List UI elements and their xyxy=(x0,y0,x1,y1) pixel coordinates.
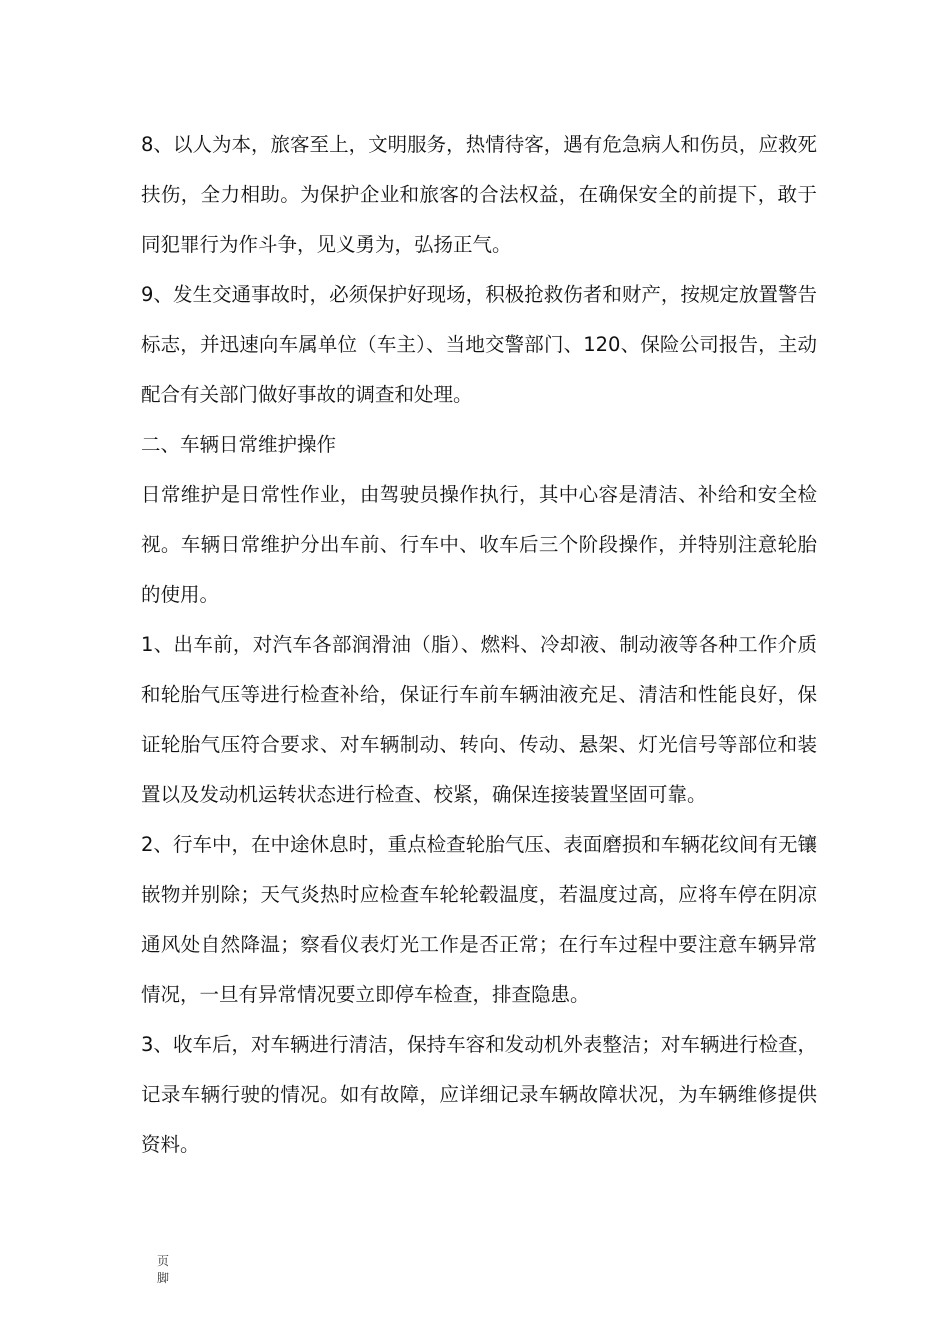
paragraph-intro: 日常维护是日常性作业，由驾驶员操作执行，其中心容是清洁、补给和安全检视。车辆日常维护分出车前、行车中、收车后三个阶段操作，并特别注意轮胎的使用。 xyxy=(141,483,817,606)
paragraph-9: 9、发生交通事故时，必须保护好现场，积极抢救伤者和财产，按规定放置警告标志，并迅速向车属单位（车主）、当地交警部门、120、保险公司报告，主动配合有关部门做好事故的调查和处理。 xyxy=(141,283,817,406)
paragraph-3: 3、收车后，对车辆进行清洁，保持车容和发动机外表整洁；对车辆进行检查，记录车辆行驶的情况。如有故障，应详细记录车辆故障状况，为车辆维修提供资料。 xyxy=(141,1033,817,1156)
paragraph-2: 2、行车中，在中途休息时，重点检查轮胎气压、表面磨损和车辆花纹间有无镶嵌物并别除；天气炎热时应检查车轮轮毂温度，若温度过高，应将车停在阴凉通风处自然降温；察看仪表灯光工作是否正常；在行车过程中要注意车辆异常情况，一旦有异常情况要立即停车检查，排查隐患。 xyxy=(141,833,817,1006)
section-heading: 二、车辆日常维护操作 xyxy=(141,433,337,456)
footer-char-1: 页 xyxy=(156,1254,169,1268)
paragraph-1: 1、出车前，对汽车各部润滑油（脂）、燃料、冷却液、制动液等各种工作介质和轮胎气压等进行检查补给，保证行车前车辆油液充足、清洁和性能良好，保证轮胎气压符合要求、对车辆制动、转向、传动、悬架、灯光信号等部位和装置以及发动机运转状态进行检查、校紧，确保连接装置坚固可靠。 xyxy=(141,633,817,806)
footer-char-2: 脚 xyxy=(156,1271,169,1285)
page-footer xyxy=(156,1253,170,1287)
document-body xyxy=(141,120,817,1170)
paragraph-8: 8、以人为本，旅客至上，文明服务，热情待客，遇有危急病人和伤员，应救死扶伤，全力相助。为保护企业和旅客的合法权益，在确保安全的前提下，敢于同犯罪行为作斗争，见义勇为，弘扬正气。 xyxy=(141,133,817,256)
